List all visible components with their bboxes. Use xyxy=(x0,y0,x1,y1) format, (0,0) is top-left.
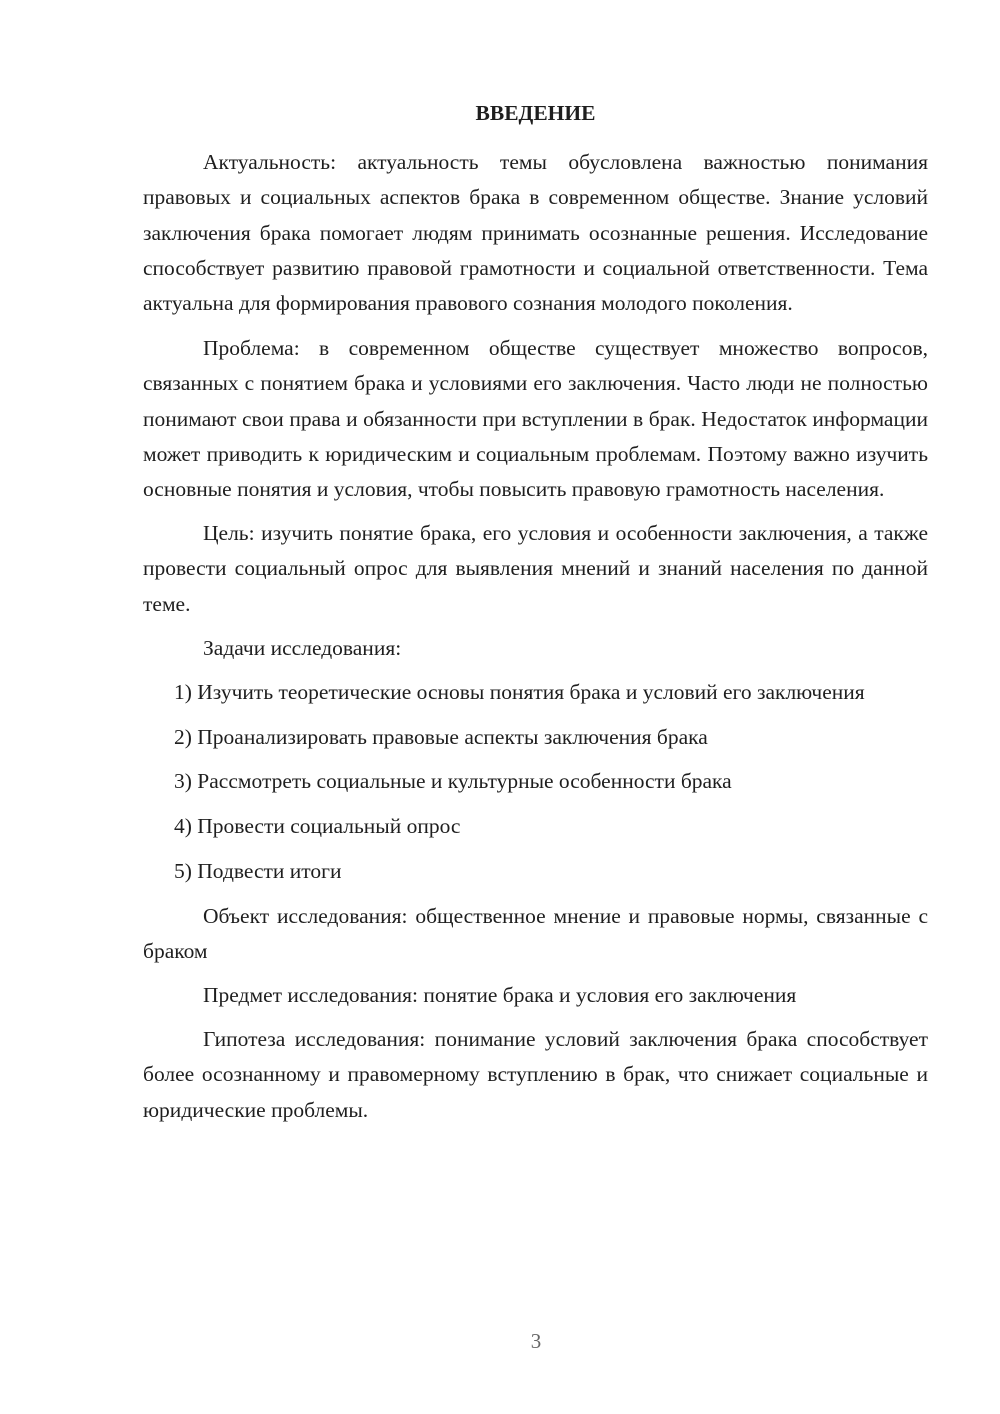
task-item: 2) Проанализировать правовые аспекты заключения брака xyxy=(174,724,708,749)
tasks-list xyxy=(143,675,928,889)
document-page xyxy=(143,96,928,1137)
page-title: ВВЕДЕНИЕ xyxy=(475,101,596,125)
tasks-title: Задачи исследования: xyxy=(203,635,402,660)
problem-paragraph: Проблема: в современном обществе существует множество вопросов, связанных с понятием брака и условиями его заключения. Часто люди не полностью понимают свои права и обязанности при вступлении в брак. Недостаток информации может приводить к юридическим и социальным проблемам. Поэтому важно изучить основные понятия и условия, чтобы повысить правовую грамотность населения. xyxy=(143,336,928,502)
subject-paragraph: Предмет исследования: понятие брака и условия его заключения xyxy=(203,982,797,1007)
task-item: 5) Подвести итоги xyxy=(174,858,342,883)
relevance-paragraph: Актуальность: актуальность темы обусловлена важностью понимания правовых и социальных аспектов брака в современном обществе. Знание условий заключения брака помогает людям принимать осознанные решения. Исследование способствует развитию правовой грамотности и социальной ответственности. Тема актуальна для формирования правового сознания молодого поколения. xyxy=(143,150,928,316)
hypothesis-paragraph: Гипотеза исследования: понимание условий заключения брака способствует более осознанному и правомерному вступлению в брак, что снижает социальные и юридические проблемы. xyxy=(143,1027,928,1122)
task-item: 1) Изучить теоретические основы понятия брака и условий его заключения xyxy=(174,680,865,705)
page-number: 3 xyxy=(530,1329,542,1353)
task-item: 4) Провести социальный опрос xyxy=(174,814,461,839)
goal-paragraph: Цель: изучить понятие брака, его условия и особенности заключения, а также провести социальный опрос для выявления мнений и знаний населения по данной теме. xyxy=(143,521,928,616)
object-paragraph: Объект исследования: общественное мнение и правовые нормы, связанные с браком xyxy=(143,903,928,963)
task-item: 3) Рассмотреть социальные и культурные особенности брака xyxy=(174,769,732,794)
